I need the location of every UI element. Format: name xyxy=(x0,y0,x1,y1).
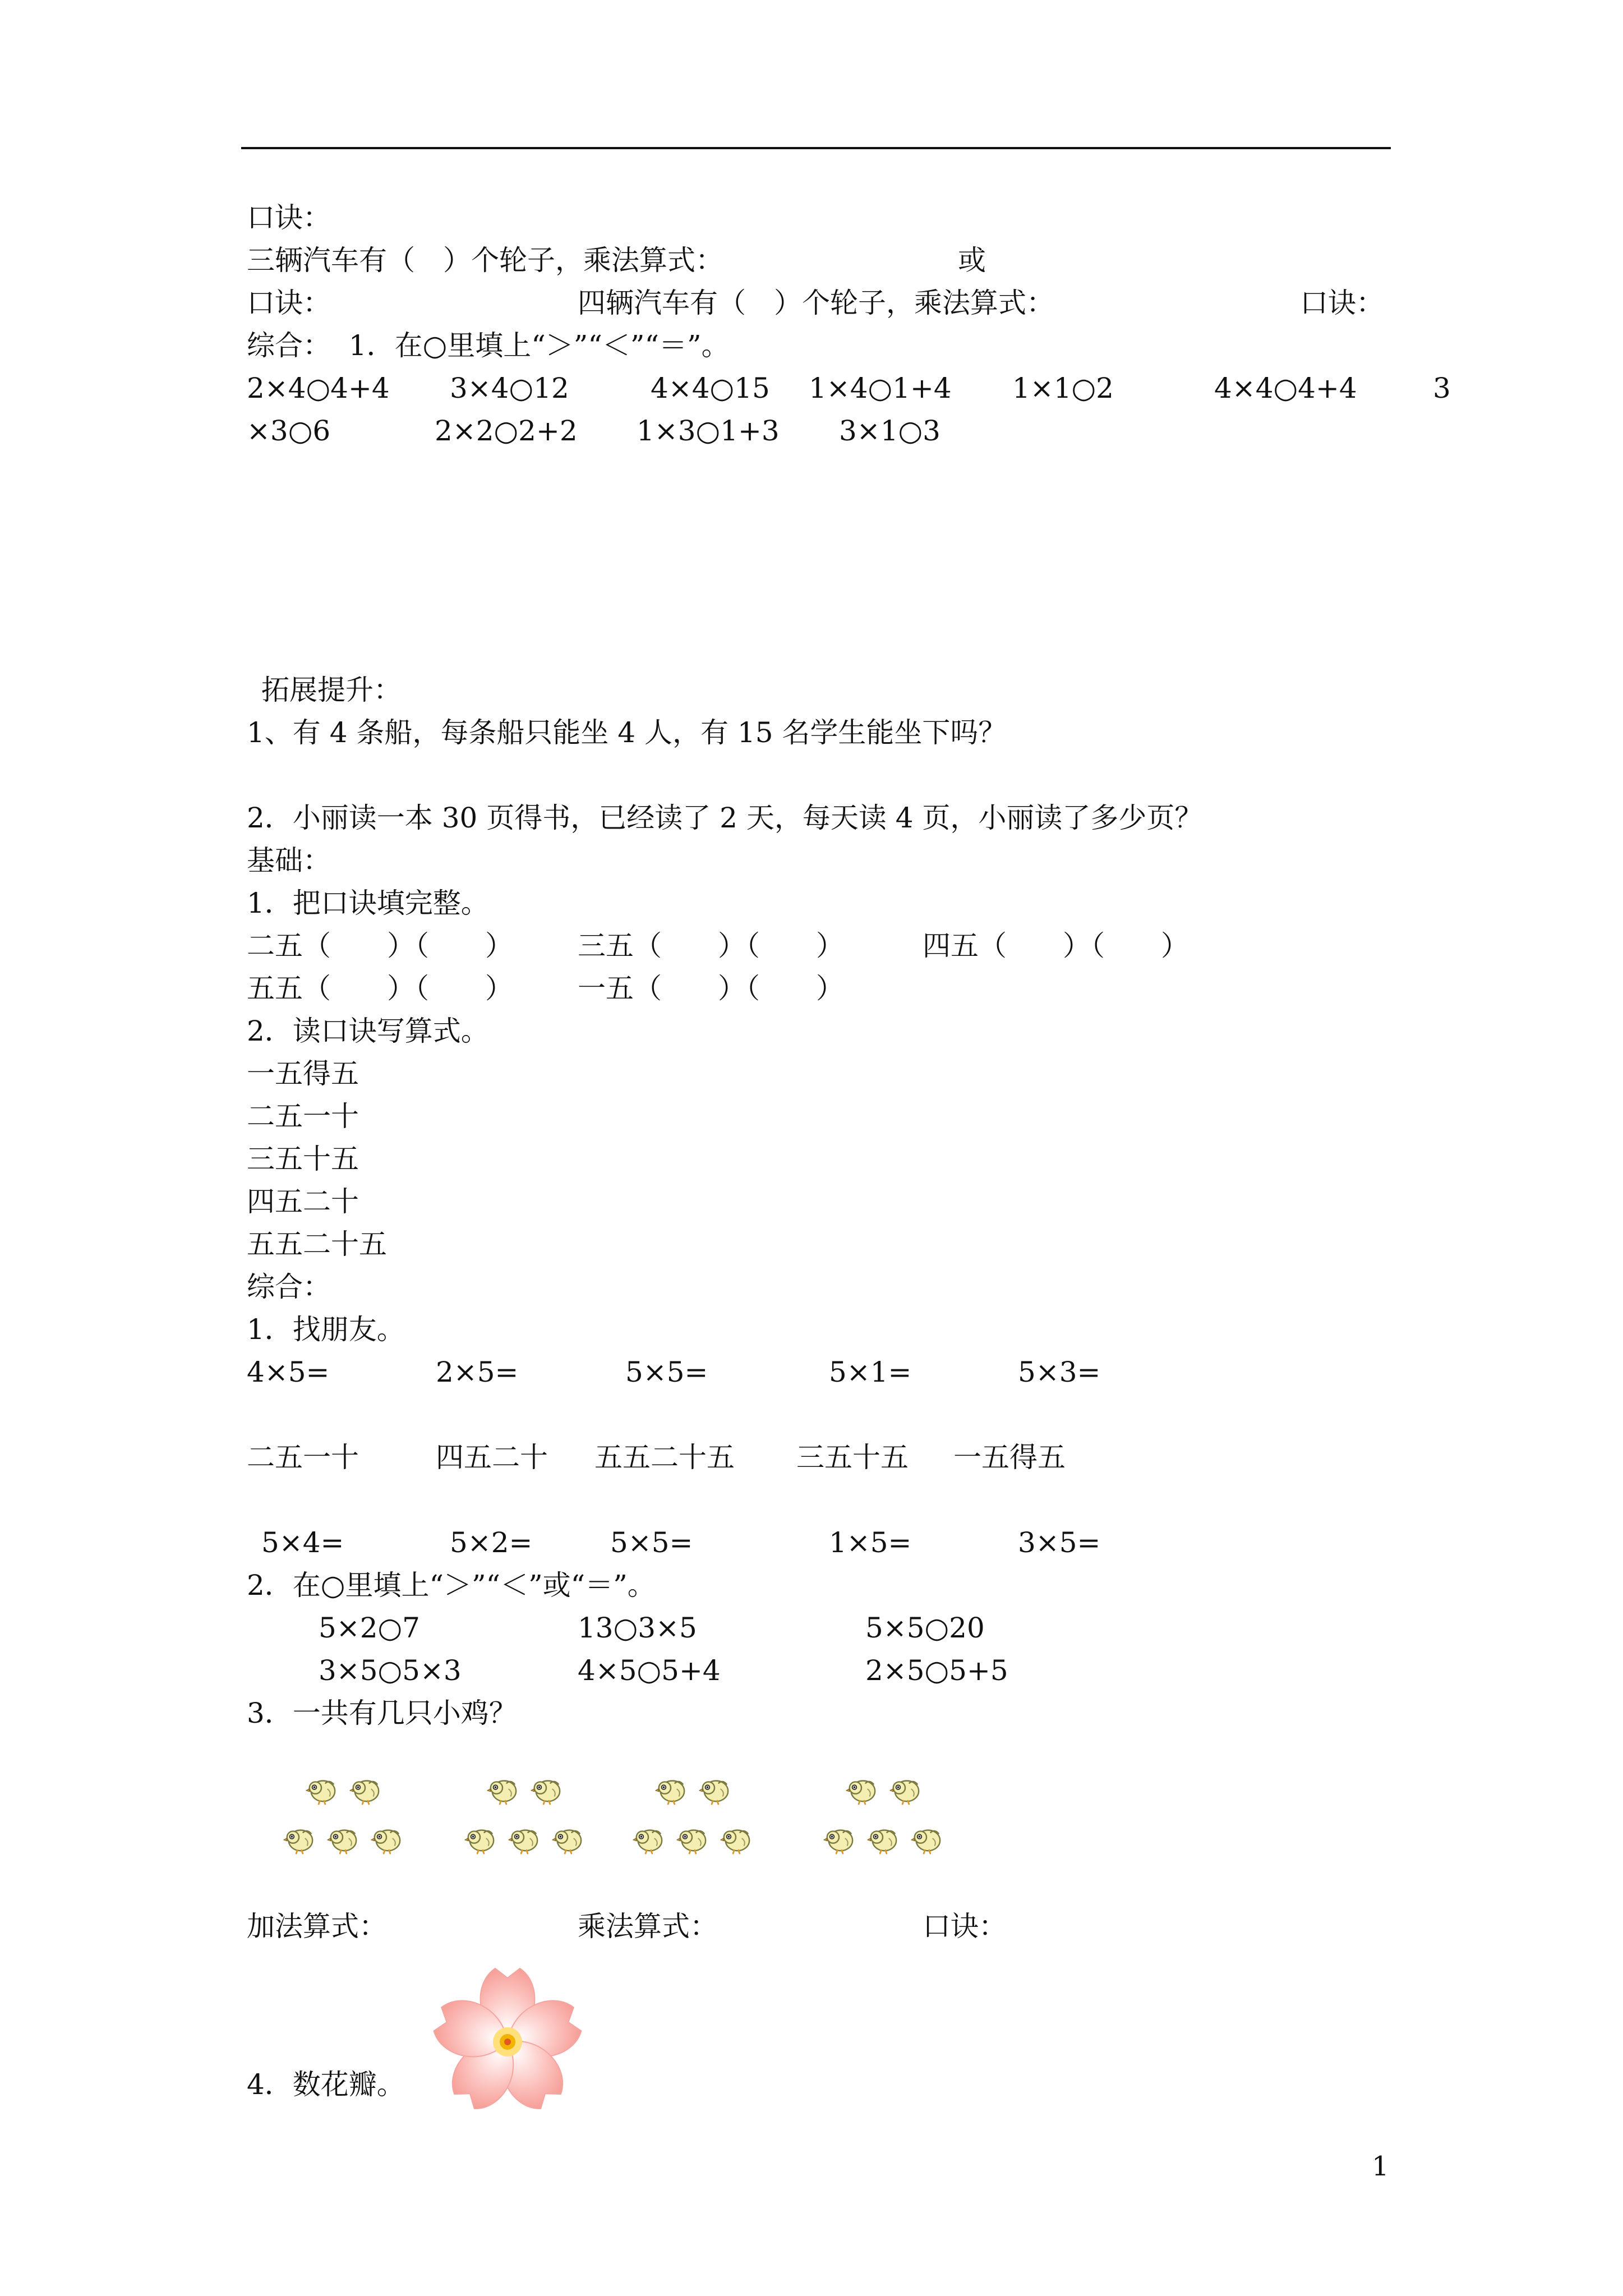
line-26a xyxy=(319,1611,420,1645)
line-12b xyxy=(578,929,844,963)
line-24c xyxy=(610,1526,693,1559)
line-22d xyxy=(829,1355,911,1389)
text-segment: 口诀： xyxy=(923,1910,1007,1943)
text-segment: 1×4○1+4 xyxy=(809,372,952,404)
line-5f xyxy=(1214,371,1357,405)
line-11 xyxy=(247,886,489,920)
line-23b xyxy=(436,1441,548,1474)
chick-icon xyxy=(911,1822,943,1855)
text-segment: 四五二十 xyxy=(247,1185,359,1218)
chick-icon xyxy=(552,1822,584,1855)
line-21 xyxy=(247,1313,405,1346)
text-segment: 或 xyxy=(958,244,986,277)
line-29c xyxy=(923,1910,1007,1943)
text-segment: 5×3= xyxy=(1018,1356,1101,1388)
line-20 xyxy=(247,1270,331,1304)
text-segment: 4．数花瓣。 xyxy=(247,2068,405,2101)
line-4 xyxy=(247,329,730,362)
line-5c xyxy=(651,371,770,405)
line-22c xyxy=(625,1355,708,1389)
text-segment: 3×5= xyxy=(1018,1526,1101,1559)
chick-icon xyxy=(508,1822,541,1855)
text-segment: 4×4○4+4 xyxy=(1214,372,1357,404)
flower-pistil xyxy=(504,2039,511,2045)
text-segment: 2．读口诀写算式。 xyxy=(247,1015,489,1047)
text-segment: 3×1○3 xyxy=(839,415,940,447)
text-segment: 5×5○20 xyxy=(865,1612,985,1644)
text-segment: 1×3○1+3 xyxy=(637,415,780,447)
text-segment: 一五（ ）（ ） xyxy=(578,972,844,1005)
line-13b xyxy=(578,972,844,1005)
chick-icon xyxy=(306,1773,338,1805)
line-17 xyxy=(247,1142,359,1176)
line-2 xyxy=(247,243,723,277)
text-segment: 三五（ ）（ ） xyxy=(578,930,844,962)
chick-group-3 xyxy=(633,1773,762,1885)
text-segment: 综合： xyxy=(247,1271,331,1303)
text-segment: 1．把口诀填完整。 xyxy=(247,887,489,919)
text-segment: 口诀： xyxy=(247,201,331,234)
text-segment: 三辆汽车有（ ）个轮子，乘法算式： xyxy=(247,244,723,277)
line-5e xyxy=(1012,371,1114,405)
chick-icon xyxy=(487,1773,519,1805)
chick-icon xyxy=(327,1822,359,1855)
text-segment: 5×2○7 xyxy=(319,1612,420,1644)
line-24d xyxy=(829,1526,911,1559)
line-30 xyxy=(247,2068,405,2101)
chick-icon xyxy=(531,1773,563,1805)
text-segment: 2×5= xyxy=(436,1356,519,1388)
line-6d xyxy=(839,414,940,448)
text-segment: 五五（ ）（ ） xyxy=(247,972,513,1005)
line-27a xyxy=(319,1654,462,1687)
text-segment: 加法算式： xyxy=(247,1910,387,1943)
line-1 xyxy=(247,201,331,234)
text-segment: 二五（ ）（ ） xyxy=(247,930,513,962)
line-24a xyxy=(261,1526,344,1559)
text-segment: 二五一十 xyxy=(247,1100,359,1133)
chick-icon xyxy=(720,1822,753,1855)
chick-icon xyxy=(283,1822,316,1855)
text-segment: 5×1= xyxy=(829,1356,912,1388)
text-segment: 口诀： xyxy=(1300,287,1384,319)
text-segment: 3 xyxy=(1433,372,1451,404)
line-5a xyxy=(247,371,390,405)
chick-icon xyxy=(889,1773,922,1805)
line-3c xyxy=(1300,286,1384,320)
flower-icon xyxy=(412,1958,603,2126)
line-23d xyxy=(796,1441,909,1474)
line-25 xyxy=(247,1568,656,1602)
line-27b xyxy=(578,1654,721,1687)
line-23a xyxy=(247,1441,359,1474)
text-segment: 3×5○5×3 xyxy=(319,1654,462,1687)
text-segment: 2×5○5+5 xyxy=(865,1654,1008,1687)
page-number: 1 xyxy=(1372,2151,1389,2182)
text-segment: 2．小丽读一本 30 页得书，已经读了 2 天，每天读 4 页，小丽读了多少页？ xyxy=(247,802,1203,834)
chick-icon xyxy=(371,1822,403,1855)
chick-icon xyxy=(823,1822,856,1855)
line-29b xyxy=(578,1910,718,1943)
text-segment: 一五得五 xyxy=(247,1057,359,1090)
line-24b xyxy=(450,1526,532,1559)
chick-icon xyxy=(846,1773,878,1805)
line-10 xyxy=(247,844,331,877)
line-3b xyxy=(578,286,1054,320)
chick-group-1 xyxy=(283,1773,412,1885)
text-segment: 5×5= xyxy=(625,1356,708,1388)
line-6a xyxy=(247,414,330,448)
text-segment: 乘法算式： xyxy=(578,1910,718,1943)
text-segment: 2×2○2+2 xyxy=(435,415,578,447)
line-23c xyxy=(594,1441,735,1474)
text-segment: 3．一共有几只小鸡？ xyxy=(247,1697,517,1729)
text-segment: 1、有 4 条船，每条船只能坐 4 人，有 15 名学生能坐下吗？ xyxy=(247,716,1007,749)
chick-icon xyxy=(464,1822,497,1855)
line-8 xyxy=(247,716,1006,749)
line-24e xyxy=(1018,1526,1100,1559)
line-5g xyxy=(1433,371,1451,405)
line-27c xyxy=(865,1654,1008,1687)
text-segment: 三五十五 xyxy=(796,1441,909,1474)
line-5b xyxy=(450,371,569,405)
text-segment: 5×2= xyxy=(450,1526,533,1559)
text-segment: 3×4○12 xyxy=(450,372,569,404)
chick-icon xyxy=(676,1822,709,1855)
line-28 xyxy=(247,1696,517,1730)
text-segment: 一五得五 xyxy=(953,1441,1066,1474)
chick-icon xyxy=(699,1773,731,1805)
text-segment: 综合： 1．在○里填上“＞”“＜”“＝”。 xyxy=(247,329,730,362)
text-segment: 1×1○2 xyxy=(1012,372,1114,404)
text-segment: 五五二十五 xyxy=(247,1228,387,1260)
text-segment: 2．在○里填上“＞”“＜”或“＝”。 xyxy=(247,1569,656,1602)
text-segment: 四五（ ）（ ） xyxy=(923,930,1189,962)
line-12c xyxy=(923,929,1189,963)
line-16 xyxy=(247,1099,359,1133)
line-3a xyxy=(247,286,331,320)
line-29a xyxy=(247,1910,387,1943)
chick-group-2 xyxy=(464,1773,593,1885)
header-rule xyxy=(241,147,1391,149)
line-18 xyxy=(247,1185,359,1218)
text-segment: 四辆汽车有（ ）个轮子，乘法算式： xyxy=(578,287,1054,319)
line-26c xyxy=(865,1611,985,1645)
line-2-or xyxy=(958,243,986,277)
line-9 xyxy=(247,801,1202,835)
text-segment: 5×4= xyxy=(261,1526,344,1559)
text-segment: 1×5= xyxy=(829,1526,912,1559)
text-segment: ×3○6 xyxy=(247,415,331,447)
text-segment: 1．找朋友。 xyxy=(247,1313,405,1346)
line-13a xyxy=(247,972,513,1005)
text-segment: 口诀： xyxy=(247,287,331,319)
line-22a xyxy=(247,1355,329,1389)
text-segment: 五五二十五 xyxy=(594,1441,735,1474)
line-6c xyxy=(637,414,780,448)
text-segment: 2×4○4+4 xyxy=(247,372,390,404)
text-segment: 5×5= xyxy=(610,1526,693,1559)
text-segment: 4×4○15 xyxy=(651,372,770,404)
chick-group-4 xyxy=(823,1773,952,1885)
line-15 xyxy=(247,1057,359,1091)
text-segment: 拓展提升： xyxy=(261,674,402,706)
line-6b xyxy=(435,414,578,448)
text-segment: 四五二十 xyxy=(436,1441,548,1474)
chick-icon xyxy=(867,1822,900,1855)
line-12a xyxy=(247,929,513,963)
chick-icon xyxy=(655,1773,688,1805)
line-22b xyxy=(436,1355,518,1389)
line-26b xyxy=(578,1611,697,1645)
text-segment: 4×5= xyxy=(247,1356,330,1388)
text-segment: 三五十五 xyxy=(247,1143,359,1175)
text-segment: 基础： xyxy=(247,844,331,877)
line-5d xyxy=(809,371,952,405)
line-19 xyxy=(247,1227,387,1261)
line-22e xyxy=(1018,1355,1100,1389)
chick-icon xyxy=(349,1773,382,1805)
text-segment: 13○3×5 xyxy=(578,1612,697,1644)
text-segment: 4×5○5+4 xyxy=(578,1654,721,1687)
line-23e xyxy=(953,1441,1066,1474)
chick-icon xyxy=(633,1822,665,1855)
line-14 xyxy=(247,1014,489,1048)
line-7 xyxy=(261,673,402,707)
text-segment: 二五一十 xyxy=(247,1441,359,1474)
